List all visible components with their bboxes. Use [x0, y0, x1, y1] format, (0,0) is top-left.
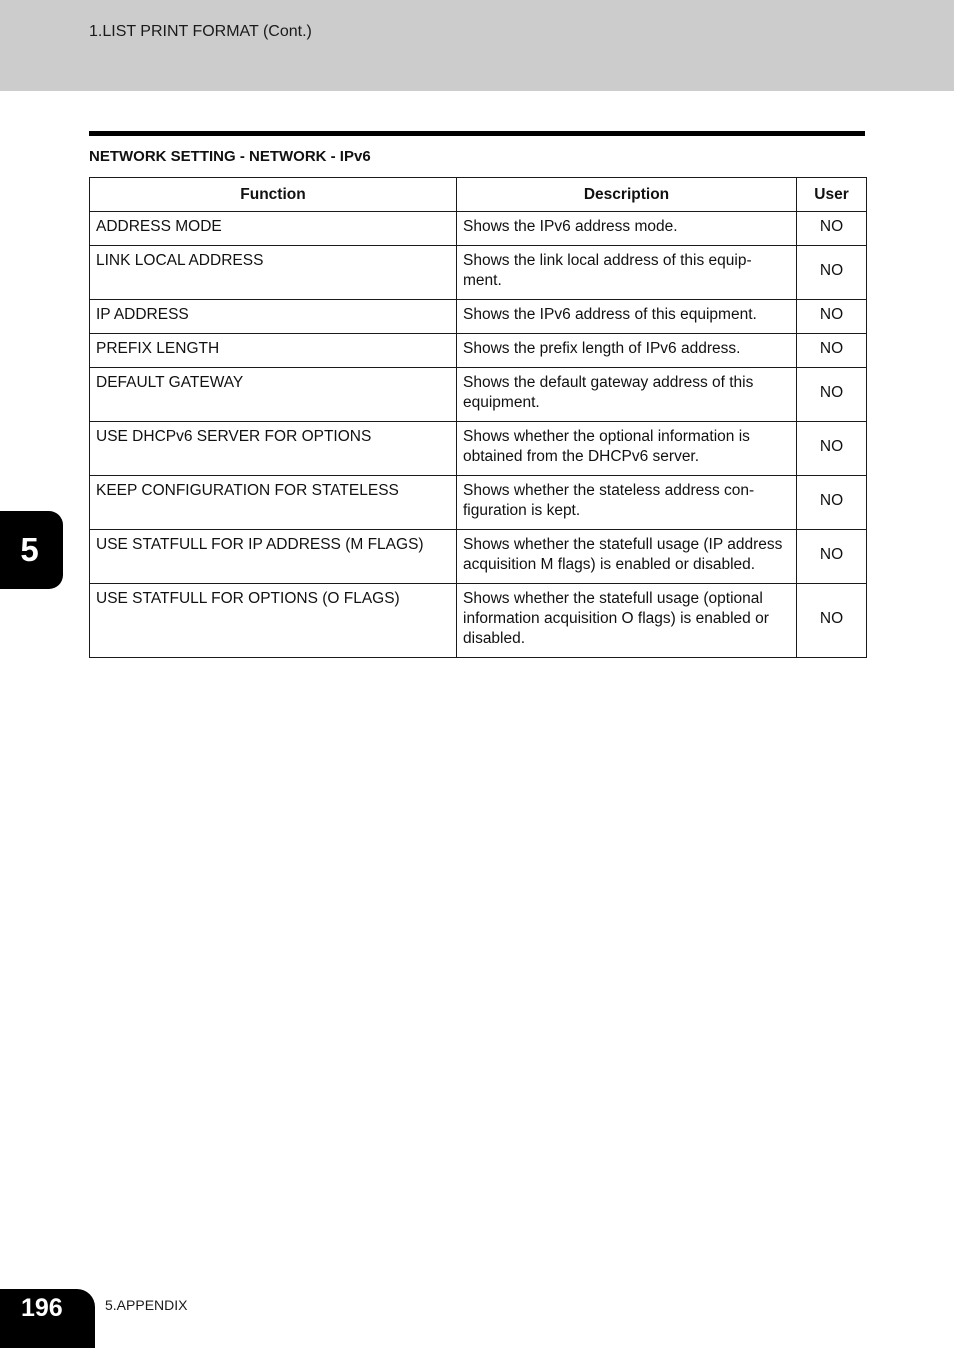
description-cell: Shows the prefix length of IPv6 address. — [457, 334, 797, 368]
section-rule — [89, 131, 865, 136]
running-title: 1.LIST PRINT FORMAT (Cont.) — [89, 23, 312, 40]
user-cell: NO — [797, 334, 867, 368]
user-cell: NO — [797, 530, 867, 584]
table-row — [90, 584, 867, 658]
description-cell: Shows the IPv6 address of this equipment. — [457, 300, 797, 334]
settings-table — [89, 177, 867, 658]
function-cell: USE DHCPv6 SERVER FOR OPTIONS — [90, 422, 457, 476]
header-function: Function — [90, 178, 457, 212]
table-row — [90, 368, 867, 422]
page-number: 196 — [21, 1294, 63, 1322]
table-row — [90, 422, 867, 476]
footer-chapter-label: 5.APPENDIX — [105, 1297, 188, 1313]
description-cell: Shows whether the optional information is obtained from the DHCPv6 server. — [457, 422, 797, 476]
function-cell: DEFAULT GATEWAY — [90, 368, 457, 422]
description-cell: Shows the link local address of this equip-ment. — [457, 246, 797, 300]
description-cell: Shows the default gateway address of this equipment. — [457, 368, 797, 422]
description-cell: Shows the IPv6 address mode. — [457, 212, 797, 246]
header-description: Description — [457, 178, 797, 212]
user-cell: NO — [797, 246, 867, 300]
user-cell: NO — [797, 422, 867, 476]
table-row — [90, 476, 867, 530]
table-row — [90, 530, 867, 584]
description-cell: Shows whether the stateless address con-figuration is kept. — [457, 476, 797, 530]
function-cell: USE STATFULL FOR OPTIONS (O FLAGS) — [90, 584, 457, 658]
function-cell: KEEP CONFIGURATION FOR STATELESS — [90, 476, 457, 530]
user-cell: NO — [797, 584, 867, 658]
table-row — [90, 212, 867, 246]
user-cell: NO — [797, 300, 867, 334]
page-number-tab — [0, 1289, 95, 1348]
function-cell: PREFIX LENGTH — [90, 334, 457, 368]
table-row — [90, 334, 867, 368]
table-header-row — [90, 178, 867, 212]
chapter-number: 5 — [20, 531, 39, 568]
header-user: User — [797, 178, 867, 212]
function-cell: USE STATFULL FOR IP ADDRESS (M FLAGS) — [90, 530, 457, 584]
user-cell: NO — [797, 212, 867, 246]
description-cell: Shows whether the statefull usage (optional information acquisition O flags) is enabled or disabled. — [457, 584, 797, 658]
chapter-tab — [0, 511, 63, 589]
user-cell: NO — [797, 368, 867, 422]
table-row — [90, 246, 867, 300]
function-cell: ADDRESS MODE — [90, 212, 457, 246]
header-band — [0, 0, 954, 91]
user-cell: NO — [797, 476, 867, 530]
description-cell: Shows whether the statefull usage (IP address acquisition M flags) is enabled or disabled. — [457, 530, 797, 584]
section-title: NETWORK SETTING - NETWORK - IPv6 — [89, 148, 371, 165]
function-cell: LINK LOCAL ADDRESS — [90, 246, 457, 300]
table-row — [90, 300, 867, 334]
function-cell: IP ADDRESS — [90, 300, 457, 334]
